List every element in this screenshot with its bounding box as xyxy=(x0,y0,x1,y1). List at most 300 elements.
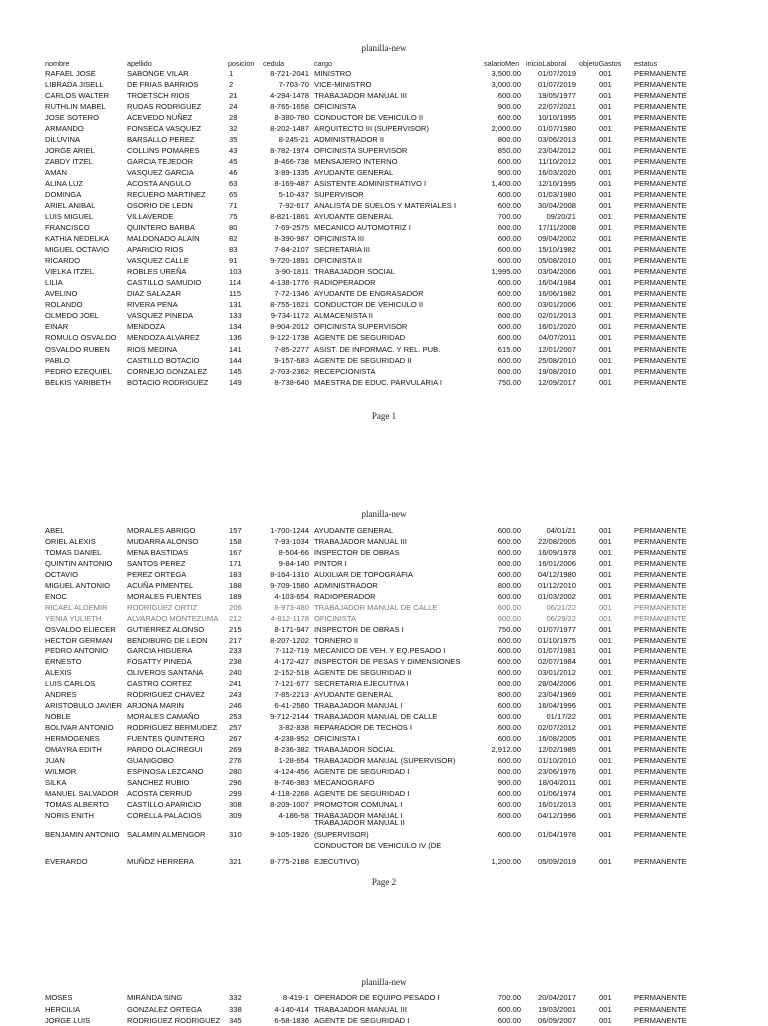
cell-cargo: AYUDANTE DE ENGRASADOR xyxy=(314,289,424,299)
cell-obj: 001 xyxy=(599,377,612,387)
cell-cargo: CONDUCTOR DE VEHICULO II xyxy=(314,300,424,310)
cell-cargo: INSPECTOR DE OBRAS I xyxy=(314,624,404,634)
cell-nombre: BELKIS YARIBETH xyxy=(45,377,111,387)
cell-sal: 600.00 xyxy=(497,256,521,266)
cell-ced: 9-84-140 xyxy=(278,558,309,568)
cell-fecha: 19/08/2010 xyxy=(537,366,576,376)
cell-nombre: ALEXIS xyxy=(45,668,72,678)
table-row xyxy=(0,288,768,299)
cell-nombre: MANUEL SALVADOR xyxy=(45,788,119,798)
cell-obj: 001 xyxy=(599,201,612,211)
cell-fecha: 16/09/1978 xyxy=(537,547,576,557)
cell-cargo: OFICINISTA xyxy=(314,102,357,112)
cell-apellido: MENDOZA xyxy=(127,322,165,332)
cell-est: PERMANENTE xyxy=(634,278,687,288)
cell-sal: 600.00 xyxy=(497,547,521,557)
cell-nombre: JORGE LUIS xyxy=(45,1016,91,1025)
cell-obj: 001 xyxy=(599,311,612,321)
table-row xyxy=(0,536,768,547)
cell-pos: 71 xyxy=(229,201,238,211)
table-row xyxy=(0,788,768,799)
cell-apellido: VASQUEZ CALLE xyxy=(127,256,189,266)
cell-ced: 4-294-1478 xyxy=(270,91,309,101)
cell-fecha: 10/10/1995 xyxy=(537,113,576,123)
cell-est: PERMANENTE xyxy=(634,547,687,557)
cell-pos: 82 xyxy=(229,234,238,244)
cell-apellido: PEREZ ORTEGA xyxy=(127,569,187,579)
cell-cargo: OFICINISTA II xyxy=(314,256,362,266)
cell-obj: 001 xyxy=(599,558,612,568)
cell-cargo: MENSAJERO INTERNO xyxy=(314,157,398,167)
cell-apellido: RODRIGUEZ ORTIZ xyxy=(127,602,198,612)
cell-apellido: RIOS MEDINA xyxy=(127,344,178,354)
cell-cargo: AGENTE DE SEGURIDAD I xyxy=(314,766,410,776)
cell-fecha: 01/03/1980 xyxy=(537,190,576,200)
cell-cargo: ADMINISTRADOR xyxy=(314,580,378,590)
cell-sal: 600.00 xyxy=(497,234,521,244)
table-row xyxy=(0,656,768,667)
cell-ced: 9-709-1580 xyxy=(270,580,309,590)
cell-nombre: ARMANDO xyxy=(45,124,84,134)
cell-sal: 600.00 xyxy=(497,157,521,167)
cell-obj: 001 xyxy=(599,146,612,156)
cell-ced: 4-103-654 xyxy=(274,591,309,601)
cell-pos: 212 xyxy=(229,613,242,623)
cell-obj: 001 xyxy=(599,526,612,535)
cell-apellido: MIRANDA SING xyxy=(127,993,183,1002)
table-row xyxy=(0,799,768,810)
cell-ced: 5-10-437 xyxy=(278,190,309,200)
cell-apellido: APARICIO RIOS xyxy=(127,245,184,255)
cell-apellido: BARSALLO PEREZ xyxy=(127,135,195,145)
cell-nombre: BENJAMIN ANTONIO xyxy=(45,830,120,839)
cell-cargo: TRABAJADOR MANUAL III xyxy=(314,1004,407,1014)
cell-pos: 2 xyxy=(229,80,234,90)
cell-nombre: HERCILIA xyxy=(45,1004,81,1014)
cell-fecha: 23/06/1976 xyxy=(537,766,576,776)
table-row xyxy=(0,332,768,343)
cell-fecha: 04/07/2011 xyxy=(538,333,576,343)
cell-sal: 600.00 xyxy=(497,723,521,733)
cell-apellido: MALDONADO ALAIN xyxy=(127,234,200,244)
cell-fecha: 04/12/1996 xyxy=(537,810,576,820)
table-row xyxy=(0,189,768,200)
cell-obj: 001 xyxy=(599,289,612,299)
cell-ced: 7-92-617 xyxy=(278,201,309,211)
cell-fecha: 16/04/1996 xyxy=(537,701,576,711)
cell-obj: 001 xyxy=(599,300,612,310)
cell-ced: 1-28-654 xyxy=(278,755,309,765)
cell-est: PERMANENTE xyxy=(634,646,687,656)
cell-est: PERMANENTE xyxy=(634,679,687,689)
cell-ced: 9-157-683 xyxy=(274,355,309,365)
cell-obj: 001 xyxy=(599,766,612,776)
cell-fecha: 01/07/1981 xyxy=(537,646,576,656)
cell-obj: 001 xyxy=(599,777,612,787)
cell-ced: 4-812-1178 xyxy=(270,613,309,623)
cell-apellido: GUTIERREZ ALONSO xyxy=(127,624,205,634)
cell-ced: 7-72-1346 xyxy=(274,289,309,299)
cell-fecha: 30/04/2008 xyxy=(537,201,576,211)
cell-ced: 9-122-1738 xyxy=(270,333,309,343)
cell-sal: 600.00 xyxy=(497,810,521,820)
cell-obj: 001 xyxy=(599,333,612,343)
cell-est: PERMANENTE xyxy=(634,113,687,123)
cell-obj: 001 xyxy=(599,810,612,820)
cell-cargo: TRABAJADOR MANUAL DE CALLE xyxy=(314,712,438,722)
cell-apellido: VASQUEZ PINEDA xyxy=(127,311,194,321)
cell-pos: 241 xyxy=(229,679,242,689)
cell-apellido: MUÑOZ HERRERA xyxy=(127,857,195,866)
cell-cargo: AYUDANTE GENERAL xyxy=(314,168,394,178)
cell-fecha: 05/08/2010 xyxy=(537,256,576,266)
cell-apellido: FUENTES QUINTERO xyxy=(127,734,205,744)
cell-fecha: 02/01/2013 xyxy=(537,311,576,321)
cell-est: PERMANENTE xyxy=(634,723,687,733)
cell-pos: 238 xyxy=(229,657,242,667)
cell-sal: 600.00 xyxy=(497,355,521,365)
cell-fecha: 06/29/22 xyxy=(546,613,576,623)
table-row xyxy=(0,755,768,766)
cell-cargo: TRABAJADOR MANUAL (SUPERVISOR) xyxy=(314,755,456,765)
cell-sal: 600.00 xyxy=(497,755,521,765)
cell-est: PERMANENTE xyxy=(634,569,687,579)
table-row xyxy=(0,1004,768,1015)
cell-fecha: 16/03/2020 xyxy=(537,168,576,178)
cell-cargo: EJECUTIVO) xyxy=(314,857,360,866)
table-row xyxy=(0,856,768,867)
cell-cargo: MECANICO AUTOMOTRIZ I xyxy=(314,223,411,233)
cell-fecha: 02/07/2012 xyxy=(537,723,576,733)
cell-obj: 001 xyxy=(599,91,612,101)
cell-ced: 8-821-1861 xyxy=(270,212,309,222)
cell-sal: 2,912.00 xyxy=(491,745,521,754)
cell-nombre: OMAYRA EDITH xyxy=(45,745,102,754)
cell-apellido: VASQUEZ GARCIA xyxy=(127,168,194,178)
cell-obj: 001 xyxy=(599,799,612,809)
cell-fecha: 02/07/1984 xyxy=(537,657,576,667)
cell-obj: 001 xyxy=(599,135,612,145)
cell-apellido: GONZALEZ ORTEGA xyxy=(127,1004,202,1014)
cell-obj: 001 xyxy=(599,755,612,765)
cell-fecha: 01/04/1978 xyxy=(537,830,576,839)
cell-sal: 600.00 xyxy=(497,635,521,645)
cell-fecha: 03/06/2013 xyxy=(537,135,576,145)
cell-est: PERMANENTE xyxy=(634,788,687,798)
cell-ced: 8-755-1621 xyxy=(270,300,309,310)
cell-fecha: 16/01/2006 xyxy=(537,558,576,568)
cell-cargo: RADIOPERADOR xyxy=(314,278,376,288)
cell-sal: 600.00 xyxy=(497,300,521,310)
cell-obj: 001 xyxy=(599,102,612,112)
cell-pos: 91 xyxy=(229,256,238,266)
cell-nombre: JOSE SOTERO xyxy=(45,113,100,123)
cell-est: PERMANENTE xyxy=(634,190,687,200)
page3-title: planilla-new xyxy=(361,977,407,987)
cell-nombre: DOMINGA xyxy=(45,190,82,200)
cell-apellido: OLIVEROS SANTANA xyxy=(127,668,204,678)
table-row xyxy=(0,377,768,388)
cell-cargo: AYUDANTE GENERAL xyxy=(314,690,394,700)
cell-ced: 2-152-518 xyxy=(274,668,309,678)
cell-ced: 4-172-427 xyxy=(274,657,309,667)
cell-ced: 8-171-947 xyxy=(274,624,309,634)
cell-apellido: MORALES CAMAÑO xyxy=(127,712,200,722)
cell-sal: 615.00 xyxy=(497,344,521,354)
cell-fecha: 19/03/2001 xyxy=(537,1004,576,1014)
cell-ced: 8-202-1487 xyxy=(270,124,309,134)
cell-nombre: FRANCISCO xyxy=(45,223,90,233)
cell-sal: 900.00 xyxy=(497,777,521,787)
cell-cargo: OPERADOR DE EQUIPO PESADO I xyxy=(314,993,440,1002)
cell-pos: 46 xyxy=(229,168,238,178)
cell-cargo: OFICINISTA xyxy=(314,613,357,623)
cell-apellido: ACUÑA PIMENTEL xyxy=(127,580,194,590)
cell-est: PERMANENTE xyxy=(634,377,687,387)
cell-apellido: SALAMIN ALMENGOR xyxy=(127,830,206,839)
cell-apellido: ROBLES UREÑA xyxy=(127,267,187,277)
cell-ced: 3-82-838 xyxy=(278,723,309,733)
cell-pos: 103 xyxy=(229,267,242,277)
cell-nombre: TOMAS ALBERTO xyxy=(45,799,109,809)
cell-pos: 217 xyxy=(229,635,242,645)
table-row xyxy=(0,624,768,635)
table-row xyxy=(0,145,768,156)
cell-apellido: DE FRIAS BARRIOS xyxy=(127,80,199,90)
cell-nombre: NORIS ENITH xyxy=(45,810,94,820)
cell-ced: 8-236-382 xyxy=(274,745,309,754)
cell-ced: 4-124-456 xyxy=(274,766,309,776)
cell-pos: 332 xyxy=(229,993,242,1002)
cell-pos: 45 xyxy=(229,157,238,167)
table-row xyxy=(0,766,768,777)
cell-sal: 600.00 xyxy=(497,788,521,798)
cell-est: PERMANENTE xyxy=(634,1016,687,1025)
cell-nombre: ERNESTO xyxy=(45,657,82,667)
cell-est: PERMANENTE xyxy=(634,157,687,167)
cell-ced: 7-112-719 xyxy=(274,646,309,656)
cell-ced: 8-207-1202 xyxy=(270,635,309,645)
cell-pos: 253 xyxy=(229,712,242,722)
cell-ced: 8-380-780 xyxy=(274,113,309,123)
cell-obj: 001 xyxy=(599,624,612,634)
cell-cargo: RECEPCIONISTA xyxy=(314,366,376,376)
cell-sal: 600.00 xyxy=(497,668,521,678)
cell-sal: 700.00 xyxy=(497,212,521,222)
cell-nombre: EVERARDO xyxy=(45,857,88,866)
cell-sal: 800.00 xyxy=(497,135,521,145)
cell-cargo: ADMINISTRADOR II xyxy=(314,135,385,145)
cell-sal: 2,000.00 xyxy=(491,124,521,134)
cell-cargo: TRABAJADOR SOCIAL xyxy=(314,267,396,277)
cell-nombre: PABLO xyxy=(45,355,70,365)
page1-footer: Page 1 xyxy=(371,411,397,421)
table-row xyxy=(0,366,768,377)
header-apellido: apellido xyxy=(127,59,152,68)
cell-fecha: 28/04/2006 xyxy=(537,679,576,689)
cell-cargo: OFICINISTA SUPERVISOR xyxy=(314,146,408,156)
cell-sal: 600.00 xyxy=(497,245,521,255)
cell-pos: 115 xyxy=(229,289,242,299)
cell-nombre: CARLOS WALTER xyxy=(45,91,110,101)
cell-apellido: RIVERA PENA xyxy=(127,300,178,310)
cell-est: PERMANENTE xyxy=(634,766,687,776)
cell-obj: 001 xyxy=(599,657,612,667)
cell-fecha: 25/08/2010 xyxy=(537,355,576,365)
cell-nombre: SILKA xyxy=(45,777,67,787)
cell-nombre: ROMULO OSVALDO xyxy=(45,333,117,343)
cell-pos: 310 xyxy=(229,830,242,839)
cell-est: PERMANENTE xyxy=(634,80,687,90)
cell-est: PERMANENTE xyxy=(634,558,687,568)
cell-fecha: 09/04/2002 xyxy=(537,234,576,244)
cell-sal: 600.00 xyxy=(497,701,521,711)
table-row xyxy=(0,992,768,1003)
cell-nombre: OLMEDO JOEL xyxy=(45,311,100,321)
cell-apellido: MORALES FUENTES xyxy=(127,591,202,601)
cell-ced: 8-245-21 xyxy=(278,135,309,145)
cell-fecha: 01/10/1975 xyxy=(537,635,576,645)
table-row xyxy=(0,79,768,90)
cell-pos: 276 xyxy=(229,755,242,765)
header-nombre: nombre xyxy=(45,59,70,68)
cell-fecha: 01/07/2019 xyxy=(537,69,576,78)
cell-ced: 8-746-383 xyxy=(274,777,309,787)
cell-apellido: GARCIA HIGUERA xyxy=(127,646,193,656)
cell-sal: 600.00 xyxy=(497,333,521,343)
table-row xyxy=(0,635,768,646)
table-row xyxy=(0,591,768,602)
cell-est: PERMANENTE xyxy=(634,179,687,189)
cell-fecha: 04/12/1980 xyxy=(537,569,576,579)
cell-fecha: 01/12/2010 xyxy=(537,580,576,590)
cell-ced: 7-93-1034 xyxy=(274,536,309,546)
cell-sal: 600.00 xyxy=(497,311,521,321)
cell-cargo: CONDUCTOR DE VEHICULO II xyxy=(314,113,424,123)
cell-pos: 188 xyxy=(229,580,242,590)
cell-est: PERMANENTE xyxy=(634,701,687,711)
cell-ced: 2-703-2362 xyxy=(270,366,309,376)
cell-apellido: CORNEJO GONZALEZ xyxy=(127,366,208,376)
cell-obj: 001 xyxy=(599,113,612,123)
cell-obj: 001 xyxy=(599,278,612,288)
cell-sal: 850.00 xyxy=(497,146,521,156)
cell-ced: 8-419-1 xyxy=(282,993,309,1002)
cell-sal: 600.00 xyxy=(497,558,521,568)
cell-pos: 24 xyxy=(229,102,238,112)
cell-cargo: AGENTE DE SEGURIDAD I xyxy=(314,1016,410,1025)
cell-nombre: JUAN xyxy=(45,755,65,765)
cell-nombre: AMAN xyxy=(45,168,67,178)
cell-cargo: ASIST. DE INFORMAC. Y REL. PUB. xyxy=(314,344,441,354)
cell-nombre: MIGUEL OCTAVIO xyxy=(45,245,109,255)
cell-apellido: CASTILLO BOTACIO xyxy=(127,355,200,365)
cell-ced: 4-186-58 xyxy=(278,810,309,820)
cell-pos: 296 xyxy=(229,777,242,787)
cell-obj: 001 xyxy=(599,701,612,711)
cell-pos: 136 xyxy=(229,333,242,343)
cell-obj: 001 xyxy=(599,267,612,277)
table-row xyxy=(0,255,768,266)
cell-cargo: PROMOTOR COMUNAL I xyxy=(314,799,403,809)
cell-pos: 233 xyxy=(229,646,242,656)
table-row xyxy=(0,744,768,755)
table-row xyxy=(0,829,768,840)
cell-nombre: ARISTOBULO JAVIER xyxy=(45,701,122,711)
cell-apellido: MUDARRA ALONSO xyxy=(127,536,199,546)
cell-est: PERMANENTE xyxy=(634,91,687,101)
cell-fecha: 18/04/2011 xyxy=(538,777,576,787)
cell-nombre: VIELKA ITZEL xyxy=(45,267,94,277)
cell-apellido: BENDIBURG DE LEON xyxy=(127,635,208,645)
cell-ced: 8-782-1974 xyxy=(270,146,309,156)
cell-pos: 321 xyxy=(229,857,242,866)
cell-apellido: QUINTERO BARBA xyxy=(127,223,195,233)
cell-cargo: AGENTE DE SEGURIDAD II xyxy=(314,668,412,678)
cell-sal: 600.00 xyxy=(497,712,521,722)
cell-est: PERMANENTE xyxy=(634,135,687,145)
cell-apellido: GARCIA TEJEDOR xyxy=(127,157,194,167)
cell-cargo: AGENTE DE SEGURIDAD I xyxy=(314,788,410,798)
cell-pos: 141 xyxy=(229,344,242,354)
cell-fecha: 23/04/2012 xyxy=(537,146,576,156)
cell-obj: 001 xyxy=(599,322,612,332)
cell-apellido: FONSECA VASQUEZ xyxy=(127,124,202,134)
cell-obj: 001 xyxy=(599,613,612,623)
cell-apellido: SANTOS PEREZ xyxy=(127,558,186,568)
cell-ced: 9-105-1926 xyxy=(270,830,309,839)
cell-nombre: JORGE ARIEL xyxy=(45,146,95,156)
cell-ced: 7-85-2213 xyxy=(274,690,309,700)
cell-cargo: TRABAJADOR MANUAL III xyxy=(314,91,407,101)
cell-pos: 257 xyxy=(229,723,242,733)
cell-obj: 001 xyxy=(599,355,612,365)
cell-sal: 600.00 xyxy=(497,799,521,809)
cell-fecha: 01/10/2010 xyxy=(537,755,576,765)
cell-apellido: ACEVEDO NUÑEZ xyxy=(127,113,193,123)
cell-sal: 600.00 xyxy=(497,536,521,546)
cell-obj: 001 xyxy=(599,1016,612,1025)
table-row xyxy=(0,123,768,134)
cell-obj: 001 xyxy=(599,712,612,722)
cell-ced: 8-504-66 xyxy=(278,547,309,557)
cell-fecha: 06/09/2007 xyxy=(537,1016,576,1025)
cell-sal: 600.00 xyxy=(497,113,521,123)
table-row xyxy=(0,178,768,189)
cell-apellido: CASTRO CORTEZ xyxy=(127,679,192,689)
cell-nombre: LUIS MIGUEL xyxy=(45,212,94,222)
cell-pos: 167 xyxy=(229,547,242,557)
cell-nombre: DILUVINA xyxy=(45,135,81,145)
cell-apellido: CORELLA PALACIOS xyxy=(127,810,202,820)
cell-sal: 600.00 xyxy=(497,366,521,376)
page2-title: planilla-new xyxy=(361,509,407,519)
cell-est: PERMANENTE xyxy=(634,613,687,623)
cell-pos: 149 xyxy=(229,377,242,387)
table-row xyxy=(0,558,768,569)
cell-cargo: ARQUITECTO III (SUPERVISOR) xyxy=(314,124,429,134)
cell-est: PERMANENTE xyxy=(634,799,687,809)
cell-fecha: 20/04/2017 xyxy=(537,993,576,1002)
cell-pos: 133 xyxy=(229,311,242,321)
cell-sal: 600.00 xyxy=(497,766,521,776)
cell-cargo: TORNERO II xyxy=(314,635,359,645)
cell-ced: 8-765-1658 xyxy=(270,102,309,112)
cell-pos: 309 xyxy=(229,810,242,820)
cell-obj: 001 xyxy=(599,223,612,233)
cell-ced: 7-121-677 xyxy=(274,679,309,689)
cell-nombre: MIGUEL ANTONIO xyxy=(45,580,110,590)
